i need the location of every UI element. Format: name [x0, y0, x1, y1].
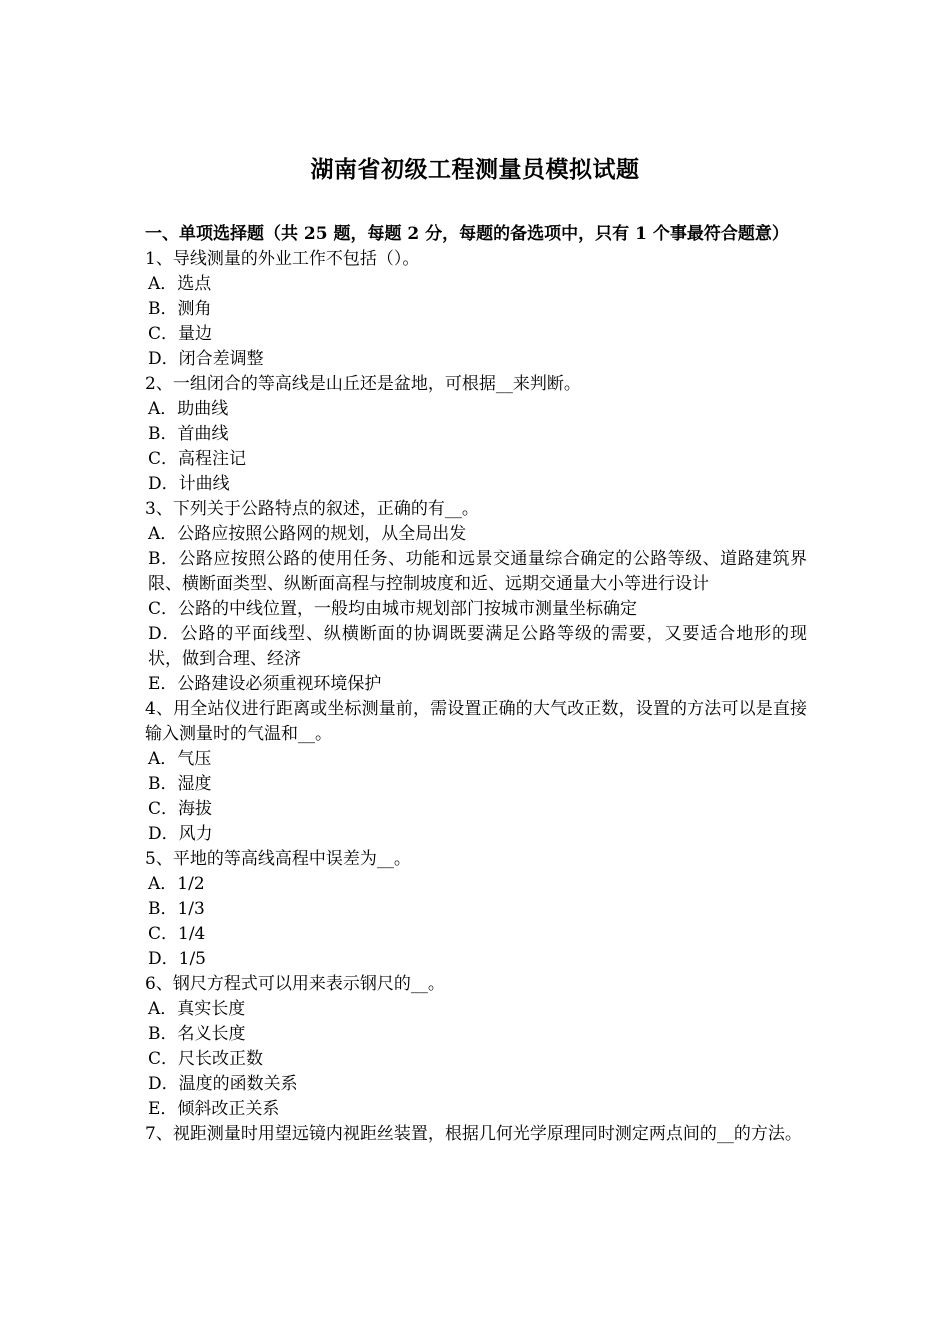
answer-option: D．温度的函数关系	[148, 1074, 298, 1094]
answer-option: B．测角	[148, 299, 212, 319]
question-block	[145, 372, 807, 497]
answer-option: C．海拔	[148, 799, 213, 819]
document-title: 湖南省初级工程测量员模拟试题	[310, 156, 640, 183]
answer-option: E．公路建设必须重视环境保护	[148, 674, 382, 694]
answer-option: C．1/4	[148, 924, 206, 944]
answer-option: B．湿度	[148, 774, 212, 794]
answer-option: A．气压	[148, 749, 212, 769]
answer-option: E．倾斜改正关系	[148, 1099, 280, 1119]
answer-option: B．1/3	[148, 899, 205, 919]
question-block	[145, 497, 807, 697]
answer-option: A．公路应按照公路网的规划，从全局出发	[148, 524, 467, 544]
answer-option: A．选点	[148, 274, 212, 294]
question-block	[145, 847, 807, 972]
question-stem: 2、一组闭合的等高线是山丘还是盆地，可根据__来判断。	[145, 374, 581, 394]
question-stem: 3、下列关于公路特点的叙述，正确的有__。	[145, 499, 479, 519]
answer-option: D．计曲线	[148, 474, 230, 494]
answer-option: A．1/2	[148, 874, 205, 894]
document-body	[145, 222, 807, 1147]
question-stem: 5、平地的等高线高程中误差为__。	[145, 849, 411, 869]
answer-option: C．尺长改正数	[148, 1049, 264, 1069]
question-list	[145, 247, 807, 1147]
answer-option: D．风力	[148, 824, 213, 844]
question-block	[145, 972, 807, 1122]
answer-option: A．助曲线	[148, 399, 229, 419]
question-block	[145, 1122, 807, 1147]
section-header: 一、单项选择题（共 25 题，每题 2 分，每题的备选项中，只有 1 个事最符合题意）	[145, 224, 789, 244]
question-block	[145, 697, 807, 847]
answer-option: A．真实长度	[148, 999, 246, 1019]
answer-option: D．闭合差调整	[148, 349, 264, 369]
answer-option: B．首曲线	[148, 424, 229, 444]
question-block	[145, 247, 807, 372]
question-stem: 7、视距测量时用望远镜内视距丝装置，根据几何光学原理同时测定两点间的__的方法。	[145, 1124, 802, 1144]
question-stem: 6、钢尺方程式可以用来表示钢尺的__。	[145, 974, 445, 994]
answer-option: B．公路应按照公路的使用任务、功能和远景交通量综合确定的公路等级、道路建筑界限、横断面类型、纵断面高程与控制坡度和近、远期交通量大小等进行设计	[148, 549, 807, 594]
question-stem: 1、导线测量的外业工作不包括（）。	[145, 249, 420, 269]
answer-option: B．名义长度	[148, 1024, 246, 1044]
answer-option: C．公路的中线位置，一般均由城市规划部门按城市测量坐标确定	[148, 599, 638, 619]
question-stem: 4、用全站仪进行距离或坐标测量前，需设置正确的大气改正数，设置的方法可以是直接输入测量时的气温和__。	[145, 699, 807, 744]
answer-option: C．量边	[148, 324, 213, 344]
answer-option: D．1/5	[148, 949, 206, 969]
answer-option: D．公路的平面线型、纵横断面的协调既要满足公路等级的需要，又要适合地形的现状，做到合理、经济	[148, 624, 807, 669]
answer-option: C．高程注记	[148, 449, 247, 469]
